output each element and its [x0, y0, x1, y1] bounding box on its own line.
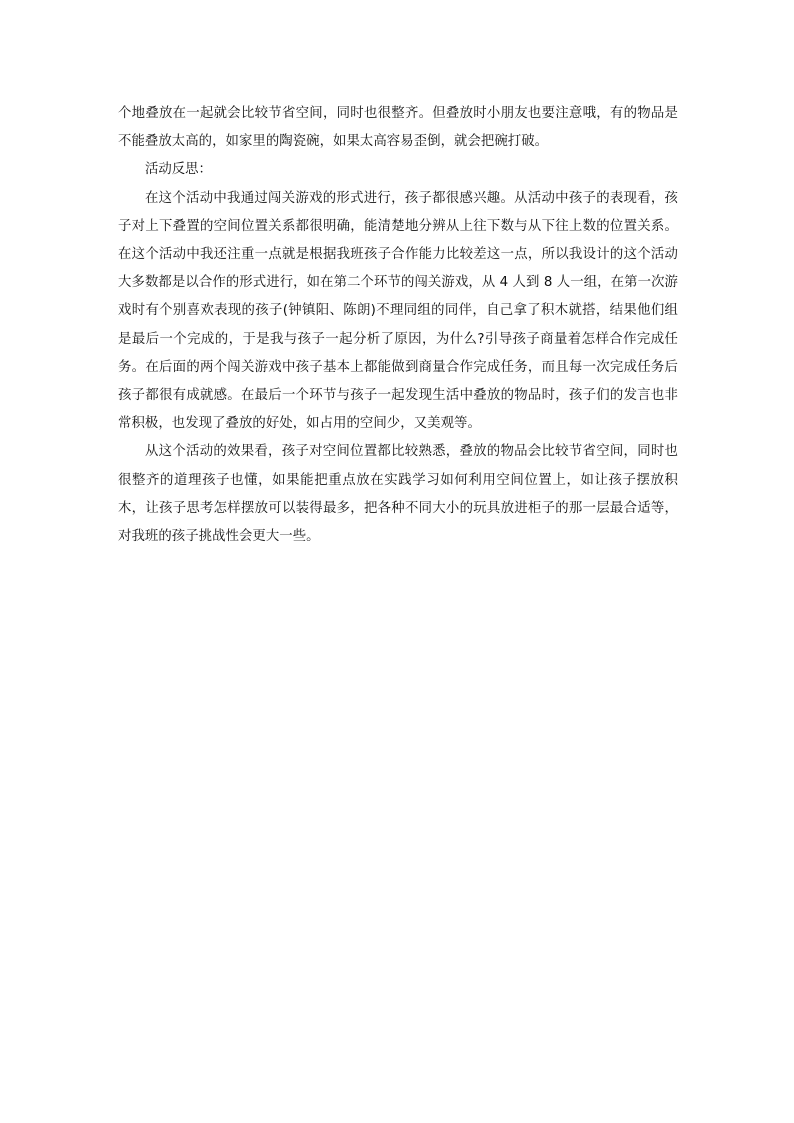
document-body	[118, 100, 678, 551]
section-heading-reflection: 活动反思：	[145, 162, 212, 178]
paragraph-reflection-effect: 从这个活动的效果看，孩子对空间位置都比较熟悉，叠放的物品会比较节省空间，同时也很整齐的道理孩子也懂，如果能把重点放在实践学习如何利用空间位置上，如让孩子摆放积木，让孩子思考怎样摆放可以装得最多，把各种不同大小的玩具放进柜子的那一层最合适等，对我班的孩子挑战性会更大一些。	[118, 444, 678, 545]
paragraph-continuation: 个地叠放在一起就会比较节省空间，同时也很整齐。但叠放时小朋友也要注意哦，有的物品是不能叠放太高的，如家里的陶瓷碗，如果太高容易歪倒，就会把碗打破。	[118, 106, 678, 150]
paragraph-reflection-main: 在这个活动中我通过闯关游戏的形式进行，孩子都很感兴趣。从活动中孩子的表现看，孩子对上下叠置的空间位置关系都很明确，能清楚地分辨从上往下数与从下往上数的位置关系。在这个活动中我还注重一点就是根据我班孩子合作能力比较差这一点，所以我设计的这个活动大多数都是以合作的形式进行，如在第二个环节的闯关游戏，从 4 人到 8 人一组，在第一次游戏时有个别喜欢表现的孩子(钟镇阳、陈朗)不理同组的同伴，自己拿了积木就搭，结果他们组是最后一个完成的，于是我与孩子一起分析了原因，为什么?引导孩子商量着怎样合作完成任务。在后面的两个闯关游戏中孩子基本上都能做到商量合作完成任务，而且每一次完成任务后孩子都很有成就感。在最后一个环节与孩子一起发现生活中叠放的物品时，孩子们的发言也非常积极，也发现了叠放的好处，如占用的空间少，又美观等。	[118, 190, 678, 432]
